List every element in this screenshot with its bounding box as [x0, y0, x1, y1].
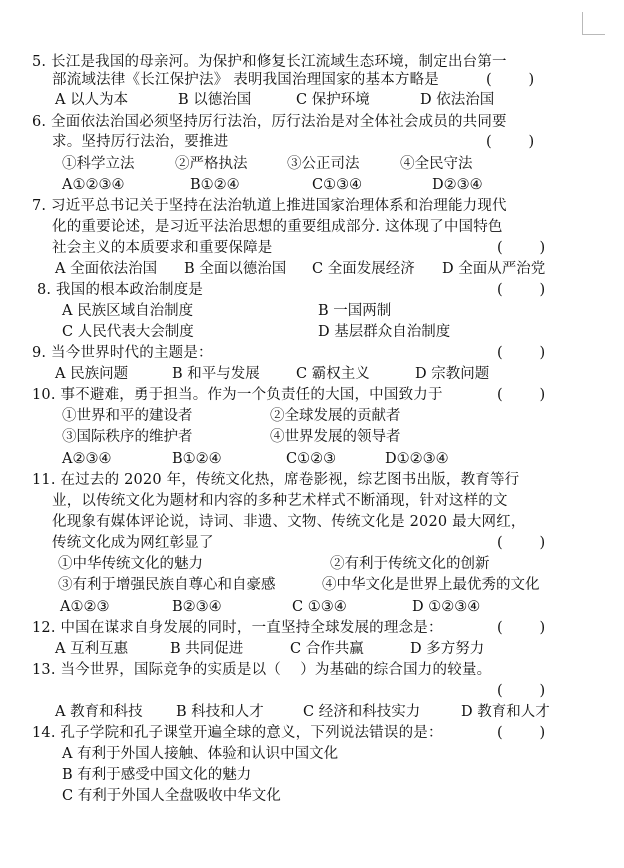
- option-c: C 保护环境: [296, 92, 370, 108]
- answer-paren: ( ): [486, 72, 535, 88]
- option-d: D 教育和人才: [461, 704, 550, 720]
- question-text: 求。坚持厉行法治，要推进: [52, 134, 229, 150]
- page-corner-mark: [582, 12, 605, 35]
- option-a: A 民族区域自治制度: [62, 303, 194, 319]
- question-text: 13. 当今世界，国际竞争的实质是以（ ）为基础的综合国力的较量。: [32, 662, 492, 678]
- option-d: D ①②③④: [412, 599, 481, 615]
- statement-item: ①中华传统文化的魅力: [58, 556, 203, 572]
- question-text: 8. 我国的根本政治制度是: [37, 282, 204, 298]
- option-c: C 合作共赢: [290, 641, 364, 657]
- statement-item: ③国际秩序的维护者: [62, 429, 193, 445]
- statement-item: ④世界发展的领导者: [270, 429, 401, 445]
- option-b: B 以德治国: [178, 92, 252, 108]
- option-b: B①②④: [172, 451, 222, 467]
- answer-paren: ( ): [497, 683, 546, 699]
- option-d: D 宗教问题: [415, 366, 490, 382]
- option-a: A②③④: [62, 451, 112, 467]
- option-a: A 民族问题: [55, 366, 129, 382]
- option-b: B 有利于感受中国文化的魅力: [62, 767, 252, 783]
- answer-paren: ( ): [497, 535, 546, 551]
- option-a: A 互利互惠: [55, 641, 129, 657]
- option-c: C①③④: [312, 177, 363, 193]
- option-a: A 全面依法治国: [55, 261, 158, 277]
- option-b: B 和平与发展: [172, 366, 260, 382]
- answer-paren: ( ): [497, 387, 546, 403]
- answer-paren: ( ): [497, 725, 546, 741]
- answer-paren: ( ): [497, 620, 546, 636]
- statement-item: ②严格执法: [175, 156, 248, 172]
- question-text: 传统文化成为网红彰显了: [52, 535, 214, 551]
- option-c: C ①③④: [292, 599, 347, 615]
- option-a: A①②③④: [62, 177, 125, 193]
- statement-item: ①世界和平的建设者: [62, 408, 193, 424]
- option-d: D 基层群众自治制度: [318, 324, 451, 340]
- question-text: 5. 长江是我国的母亲河。为保护和修复长江流域生态环境，制定出台第一: [32, 54, 507, 70]
- statement-item: ②全球发展的贡献者: [270, 408, 401, 424]
- question-text: 社会主义的本质要求和重要保障是: [52, 240, 273, 256]
- option-c: C 经济和科技实力: [303, 704, 421, 720]
- option-c: C 有利于外国人全盘吸收中华文化: [62, 788, 281, 804]
- option-c: C①②③: [286, 451, 337, 467]
- question-text: 化的重要论述，是习近平法治思想的重要组成部分. 这体现了中国特色: [52, 219, 503, 235]
- statement-item: ④中华文化是世界上最优秀的文化: [322, 577, 540, 593]
- answer-paren: ( ): [497, 240, 546, 256]
- option-a: A 有利于外国人接触、体验和认识中国文化: [62, 746, 339, 762]
- option-c: C 全面发展经济: [312, 261, 415, 277]
- answer-paren: ( ): [497, 282, 546, 298]
- statement-item: ③有利于增强民族自尊心和自豪感: [58, 577, 276, 593]
- option-d: D 多方努力: [410, 641, 485, 657]
- option-b: B 全面以德治国: [184, 261, 287, 277]
- statement-item: ③公正司法: [287, 156, 360, 172]
- question-text: 部流域法律《长江保护法》 表明我国治理国家的基本方略是: [52, 72, 440, 88]
- question-text: 9. 当今世界时代的主题是：: [32, 345, 213, 361]
- option-a: A 以人为本: [55, 92, 129, 108]
- option-c: C 霸权主义: [296, 366, 370, 382]
- option-c: C 人民代表大会制度: [62, 324, 194, 340]
- question-text: 10. 事不避难，勇于担当。作为一个负责任的大国，中国致力于: [32, 387, 443, 403]
- statement-item: ④全民守法: [400, 156, 473, 172]
- answer-paren: ( ): [486, 134, 535, 150]
- question-text: 7. 习近平总书记关于坚持在法治轨道上推进国家治理体系和治理能力现代: [32, 198, 507, 214]
- option-b: B②③④: [172, 599, 222, 615]
- question-text: 业，以传统文化为题材和内容的多种艺术样式不断涌现，针对这样的文: [52, 493, 508, 509]
- option-b: B 科技和人才: [176, 704, 264, 720]
- answer-paren: ( ): [497, 345, 546, 361]
- question-text: 化现象有媒体评论说，诗词、非遗、文物、传统文化是 2020 最大网红，: [52, 514, 526, 530]
- option-b: B①②④: [190, 177, 240, 193]
- statement-item: ②有利于传统文化的创新: [330, 556, 490, 572]
- option-d: D①②③④: [385, 451, 449, 467]
- question-text: 12. 中国在谋求自身发展的同时，一直坚持全球发展的理念是：: [32, 620, 443, 636]
- option-d: D②③④: [432, 177, 483, 193]
- question-text: 11. 在过去的 2020 年，传统文化热，席卷影视，综艺图书出版，教育等行: [32, 472, 520, 488]
- statement-item: ①科学立法: [62, 156, 135, 172]
- question-text: 14. 孔子学院和孔子课堂开遍全球的意义，下列说法错误的是：: [32, 725, 443, 741]
- option-a: A①②③: [60, 599, 110, 615]
- option-b: B 一国两制: [318, 303, 392, 319]
- option-d: D 全面从严治党: [442, 261, 546, 277]
- option-b: B 共同促进: [170, 641, 244, 657]
- question-text: 6. 全面依法治国必须坚持厉行法治，厉行法治是对全体社会成员的共同要: [32, 114, 507, 130]
- option-a: A 教育和科技: [55, 704, 143, 720]
- option-d: D 依法治国: [420, 92, 495, 108]
